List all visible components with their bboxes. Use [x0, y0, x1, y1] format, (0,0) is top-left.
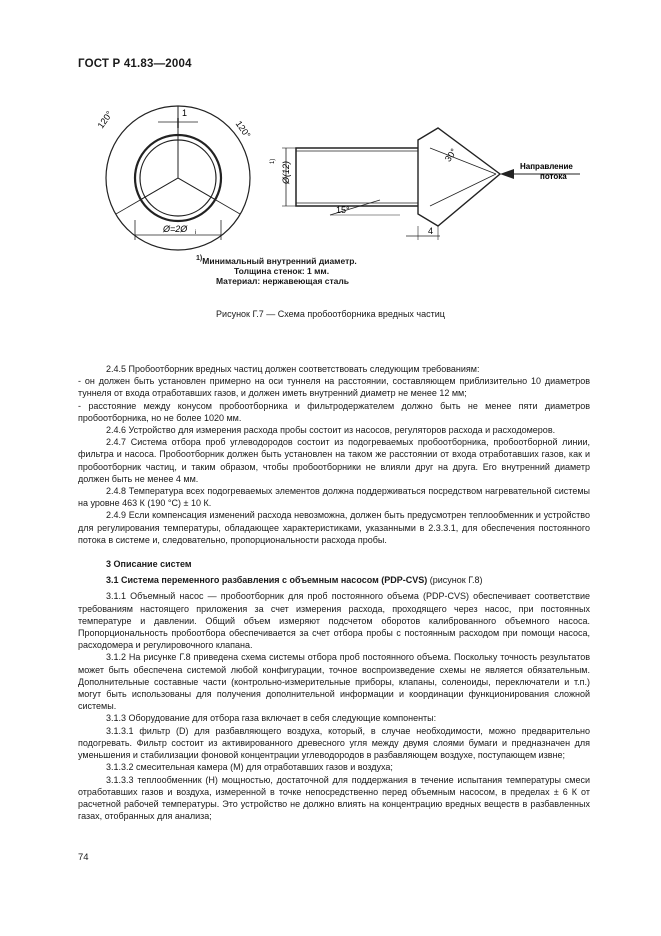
para-3-1-3: 3.1.3 Оборудование для отбора газа включает в себя следующие компоненты:: [106, 713, 437, 724]
note-line-2: Толщина стенок: 1 мм.: [234, 265, 330, 276]
para-2-4-5-b: - расстояние между конусом пробоотборника и фильтродержателем должно быть не менее пяти диаметров пробоотборника, но не более 1020 мм.: [78, 400, 590, 423]
figure-note: [196, 253, 456, 286]
section-mark-label: 1: [182, 108, 188, 118]
diameter-inner-note: 1): [270, 158, 276, 164]
note-marker: 1): [196, 254, 203, 262]
para-2-4-9: 2.4.9 Если компенсация изменений расхода невозможна, должен быть предусмотрен теплообменник и устройство для регулирования температуры, обладающее характеристиками, указанными в 2.3.3.1, для обеспечения постоянного потока в системе и, следовательно, пропорциональности расхода пробы.: [78, 510, 590, 545]
diameter-outer-sub: i: [195, 230, 197, 236]
flow-arrow-head: [500, 169, 514, 179]
section-3-1-title-suffix: (рисунок Г.8): [427, 575, 483, 586]
angle-left-label: 120°: [95, 109, 115, 131]
angle-cone-label: 30°: [442, 146, 459, 164]
flow-label-line1: Направление: [520, 162, 573, 171]
dim-length-label: 4: [428, 226, 434, 236]
probe-figure: [0, 0, 661, 330]
para-3-1-3-2: 3.1.3.2 смесительная камера (М) для отработавших газов и воздуха;: [106, 762, 393, 773]
para-2-4-5: 2.4.5 Пробоотборник вредных частиц должен соответствовать следующим требованиям:: [106, 364, 480, 374]
para-3-1-3-1: 3.1.3.1 фильтр (D) для разбавляющего воздуха, который, в случае необходимости, можно предварительно подогревать. Фильтр состоит из активированного древесного угля между двумя слоями бумаги и предназначен для уменьшения и стабилизации фоновой концентрации углеводородов в разбавляющем воздухе, поступающем извне;: [78, 725, 590, 761]
page-number: 74: [78, 852, 89, 863]
flow-label-line2: потока: [540, 172, 567, 181]
section-3-title: 3 Описание систем: [106, 559, 192, 570]
para-3-1-1: 3.1.1 Объемный насос — пробоотборник для проб постоянного объема (PDP-CVS) обеспечивает соответствие требованиям настоящего приложения за счет измерения расхода, проходящего через насос, при постоянных температуре и давлении. Общий объем измеряют подсчетом оборотов калиброванного объемного насоса. Пропорциональность пробоотбора обеспечивается за счет отбора пробы с постоянным расходом при помощи насоса, расходомера и регулировочного клапана.: [78, 591, 590, 651]
diameter-inner-label: Ø(12): [281, 160, 291, 184]
para-2-4-5-a: - он должен быть установлен примерно на оси туннеля на расстоянии, составляющем приблизительно 10 диаметров туннеля от входа отработавших газов, и должен иметь внутренний диаметр не менее 12 мм;: [78, 376, 590, 399]
figure-caption: Рисунок Г.7 — Схема пробоотборника вредных частиц: [216, 309, 445, 319]
para-3-1-2: 3.1.2 На рисунке Г.8 приведена схема системы отбора проб постоянного объема. Поскольку точность результатов может быть обеспечена системой любой конфигурации, точное воспроизведение схемы не является обязательным. Дополнительные составные части (контрольно-измерительные приборы, клапаны, соленоиды, переключатели и т.п.) могут быть использованы для получения дополнительной информации и координации функционирования сложной системы.: [78, 652, 590, 712]
para-2-4-6: 2.4.6 Устройство для измерения расхода пробы состоит из насосов, регуляторов расхода и расходомеров.: [106, 425, 556, 436]
probe-side-view: [282, 128, 580, 240]
document-header: ГОСТ Р 41.83—2004: [78, 58, 192, 70]
angle-tube-label: 15°: [336, 205, 350, 215]
para-2-4-7: 2.4.7 Система отбора проб углеводородов состоит из подогреваемых пробоотборника, пробоотборной линии, фильтра и насоса. Пробоотборник должен быть установлен на таком же расстоянии от входа отработавших газов, как и пробоотборник частиц, и таким образом, чтобы пробоотборники не влияли друг на друга. Его внутренний диаметр должен быть не менее 4 мм.: [78, 437, 590, 484]
para-3-1-3-3: 3.1.3.3 теплообменник (Н) мощностью, достаточной для поддержания в течение испытания температуры смеси отработавших газов и воздуха, измеренной в точке непосредственно перед объемным насосом, в пределах ± 6 К от расчетной рабочей температуры. Это устройство не должно влиять на концентрацию вредных веществ в разбавленных газах, отобранных для анализа;: [78, 774, 590, 822]
diameter-outer-label: Ø=2Ø: [163, 224, 188, 234]
angle-right-label: 120°: [233, 118, 253, 140]
section-3-1-title: [78, 574, 590, 586]
para-2-4-8: 2.4.8 Температура всех подогреваемых элементов должна поддерживаться посредством нагревательной системы на уровне 463 К (190 °С) ± 10 К.: [78, 486, 590, 509]
body-text: [78, 363, 590, 822]
section-3-1-title-bold: 3.1 Система переменного разбавления с объемным насосом (PDP-CVS): [106, 575, 428, 586]
note-line-1: Минимальный внутренний диаметр.: [202, 255, 357, 266]
note-line-3: Материал: нержавеющая сталь: [216, 275, 350, 286]
